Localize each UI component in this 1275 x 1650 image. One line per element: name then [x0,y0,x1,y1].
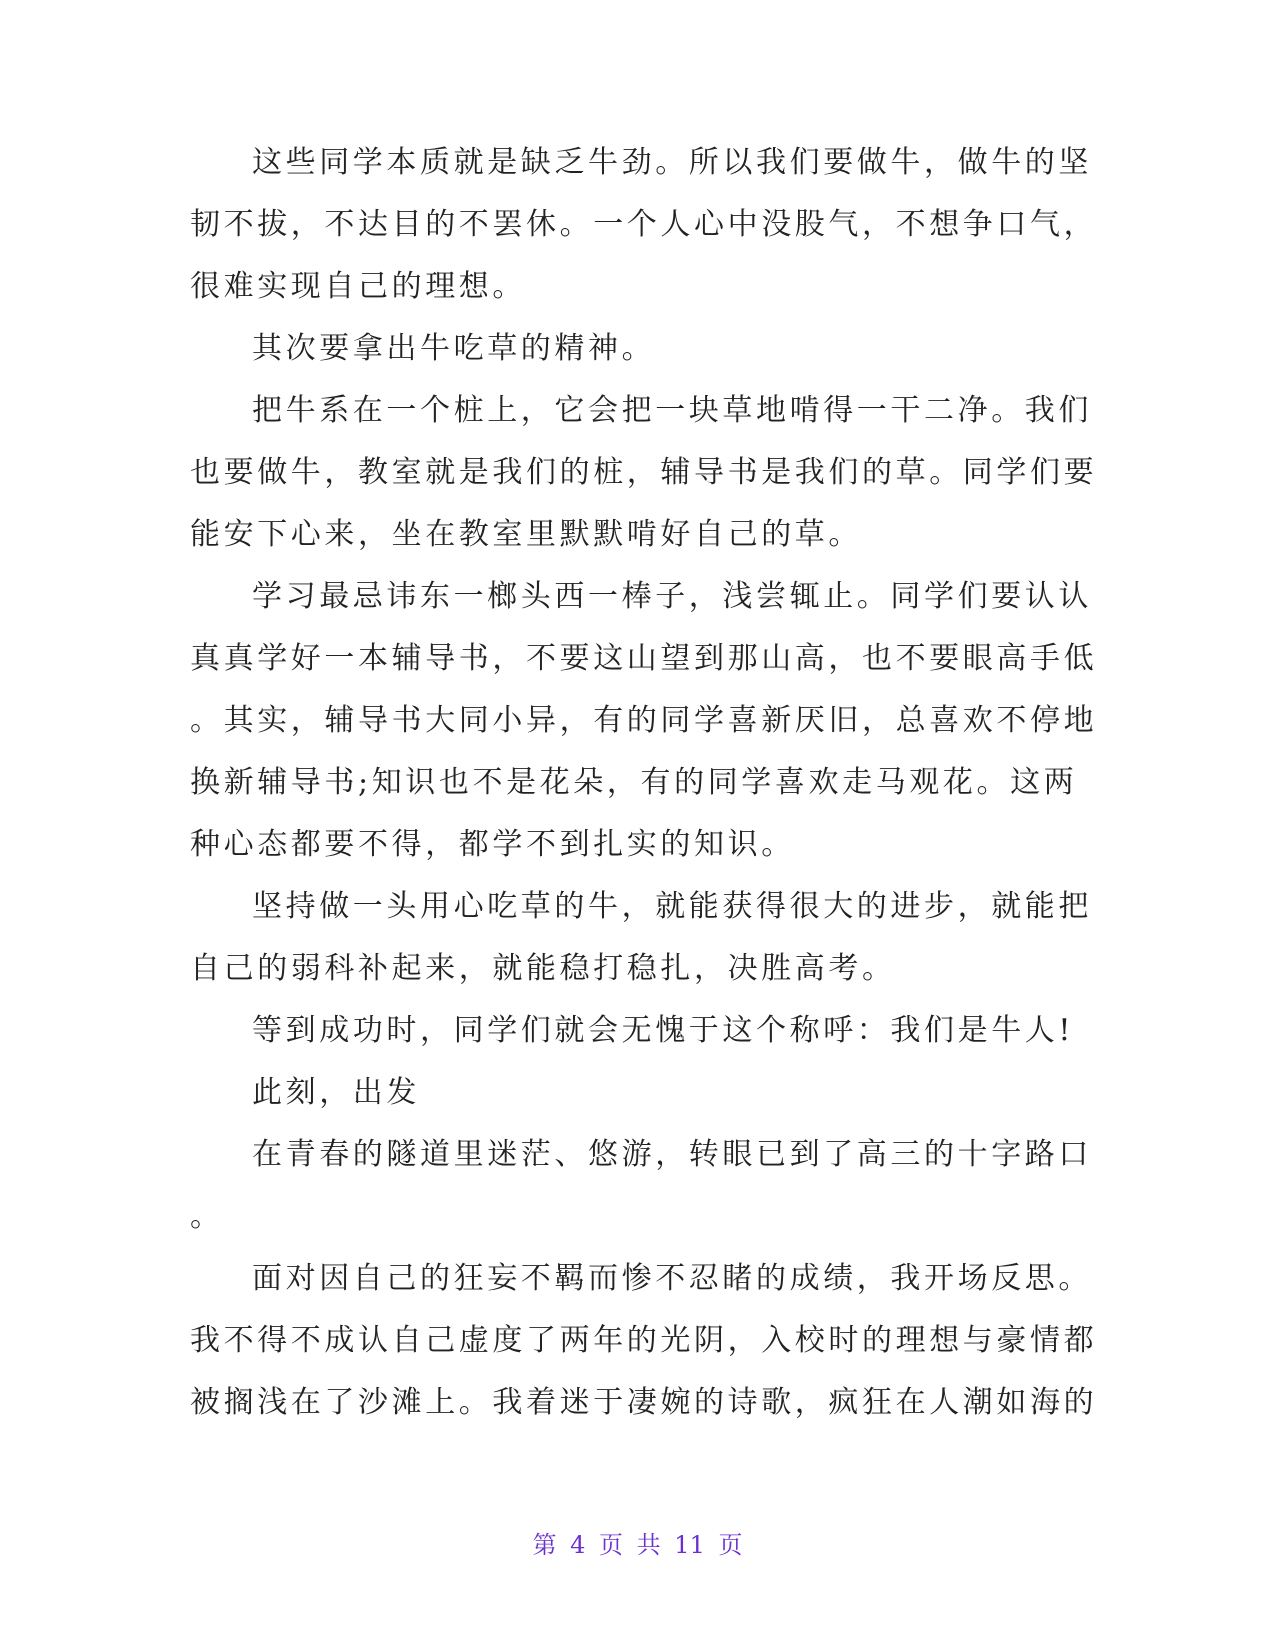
text-line: 很难实现自己的理想。 [190,269,526,304]
text-line: 能安下心来，坐在教室里默默啃好自己的草。 [190,517,862,552]
text-line: 其次要拿出牛吃草的精神。 [252,331,656,366]
text-line: 学习最忌讳东一榔头西一棒子，浅尝辄止。同学们要认认 [252,579,1092,614]
text-line: 。 [190,1199,224,1234]
text-line: 被搁浅在了沙滩上。我着迷于凄婉的诗歌，疯狂在人潮如海的 [190,1385,1098,1420]
text-line: 换新辅导书;知识也不是花朵，有的同学喜欢走马观花。这两 [190,765,1078,800]
text-line: 韧不拔，不达目的不罢休。一个人心中没股气，不想争口气， [190,207,1098,242]
text-line: 真真学好一本辅导书，不要这山望到那山高，也不要眼高手低 [190,641,1098,676]
text-line: 种心态都要不得，都学不到扎实的知识。 [190,827,795,862]
page-number-footer: 第 4 页 共 11 页 [532,1531,743,1559]
text-line: 。其实，辅导书大同小异，有的同学喜新厌旧，总喜欢不停地 [190,703,1098,738]
text-line: 我不得不成认自己虚度了两年的光阴，入校时的理想与豪情都 [190,1323,1098,1358]
text-line: 这些同学本质就是缺乏牛劲。所以我们要做牛，做牛的坚 [252,145,1092,180]
text-line: 自己的弱科补起来，就能稳打稳扎，决胜高考。 [190,951,896,986]
text-line: 面对因自己的狂妄不羁而惨不忍睹的成绩，我开场反思。 [252,1261,1092,1296]
text-line: 也要做牛，教室就是我们的桩，辅导书是我们的草。同学们要 [190,455,1098,490]
text-line: 把牛系在一个桩上，它会把一块草地啃得一干二净。我们 [252,393,1092,428]
text-line: 此刻，出发 [252,1075,420,1110]
text-line: 坚持做一头用心吃草的牛，就能获得很大的进步，就能把 [252,889,1092,924]
text-line: 在青春的隧道里迷茫、悠游，转眼已到了高三的十字路口 [252,1137,1092,1172]
text-line: 等到成功时，同学们就会无愧于这个称呼：我们是牛人! [252,1013,1075,1048]
